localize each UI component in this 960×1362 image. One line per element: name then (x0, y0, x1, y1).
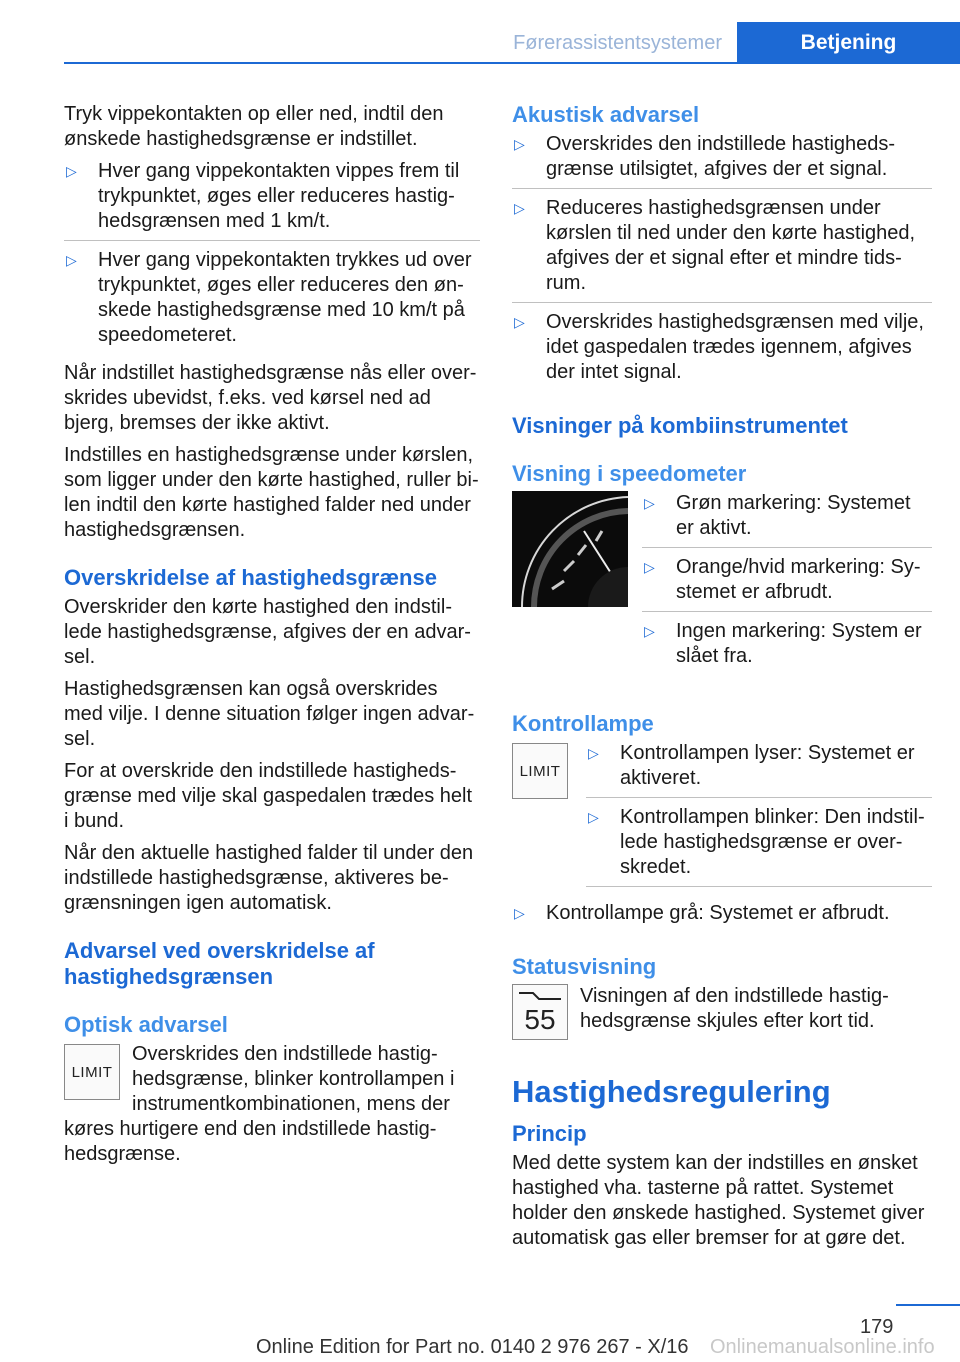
triangle-bullet-icon: ▷ (514, 200, 525, 216)
edition-text: Online Edition for Part no. 0140 2 976 267 - X/16 (256, 1336, 689, 1358)
status-text: Visningen af den indstillede hastighedsgrænse skjules efter kort tid. (580, 985, 889, 1032)
triangle-bullet-icon: ▷ (588, 745, 599, 761)
triangle-bullet-icon: ▷ (588, 809, 599, 825)
paragraph: Når indstillet hastighedsgrænse nås eller overskrides ubevidst, f.eks. ved kørsel ned ad bjerg, bremses der ikke aktivt. (64, 362, 477, 434)
list-item: ▷ Kontrollampen lyser: Systemet er aktiveret. (586, 741, 932, 798)
optisk-text: Overskrides den indstillede hastighedsgrænse, blinker kontrollampen i instrumentkombinationen, mens der køres hurtigere end den indstillede hastighedsgrænse. (64, 1043, 455, 1165)
heading-kontrollampe: Kontrollampe (512, 711, 654, 736)
list-item: ▷ Reduceres hastighedsgrænsen under kørslen til ned under den kørte hastighed, afgives der et signal efter et mindre tidsrum. (512, 196, 932, 303)
speedometer-block (512, 491, 932, 689)
kontrollampe-block (512, 741, 932, 901)
triangle-bullet-icon: ▷ (644, 495, 655, 511)
speedometer-image (512, 491, 628, 614)
list-item: ▷ Orange/hvid markering: Systemet er afbrudt. (642, 555, 932, 612)
status-speed-icon (512, 984, 568, 1040)
triangle-bullet-icon: ▷ (66, 252, 77, 268)
heading-status: Statusvisning (512, 954, 657, 979)
paragraph: For at overskride den indstillede hastighedsgrænse med vilje skal gaspedalen trædes helt i bund. (64, 760, 472, 832)
triangle-bullet-icon: ▷ (644, 559, 655, 575)
paragraph: Indstilles en hastighedsgrænse under kørslen, som ligger under den kørte hastighed, ruller bilen indtil den kørte hastighed falder ned under hastighedsgrænsen. (64, 444, 479, 541)
paragraph: Når den aktuelle hastighed falder til under den indstillede hastighedsgrænse, aktiveres begrænsningen igen automatisk. (64, 842, 474, 914)
heading-regulering: Hastighedsregulering (512, 1074, 831, 1109)
heading-akustisk: Akustisk advarsel (512, 102, 700, 127)
heading-princip: Princip (512, 1121, 587, 1146)
watermark-text: Onlinemanualsonline.info (710, 1336, 935, 1358)
triangle-bullet-icon: ▷ (66, 163, 77, 179)
heading-optisk: Optisk advarsel (64, 1012, 228, 1037)
princip-text: Med dette system kan der indstilles en ønsket hastighed vha. tasterne på rattet. Systemet holder den ønskede hastighed. Systemet giver automatisk gas eller bremser for at gøre det. (512, 1152, 925, 1249)
fig-wrap (512, 743, 568, 799)
limit-indicator-icon: LIMIT (64, 1044, 120, 1100)
list-item: ▷ Kontrollampe grå: Systemet er afbrudt. (514, 902, 890, 924)
kontrollampe-extra-list (512, 901, 932, 932)
status-speed-number: 55 (524, 1004, 556, 1035)
list-item: ▷ Hver gang vippekontakten trykkes ud over trykpunktet, øges eller reduceres den ønskede hastighedsgrænse med 10 km/t på speedometeret. (66, 249, 472, 346)
list-item: ▷ Grøn markering: Systemet er aktivt. (642, 491, 932, 548)
paragraph: Hastighedsgrænsen kan også overskrides med vilje. I denne situation følger ingen advarsel. (64, 678, 475, 750)
list-item: ▷ Overskrides den indstillede hastighedsgrænse utilsigtet, afgives der et signal. (512, 132, 932, 189)
heading-overskridelse: Overskridelse af hastighedsgrænse (64, 565, 437, 590)
optisk-block (64, 1042, 480, 1167)
paragraph: Overskrider den kørte hastighed den indstillede hastighedsgrænse, afgives der en advarsel. (64, 596, 471, 668)
header-section-title: Førerassistentsystemer (513, 32, 722, 54)
triangle-bullet-icon: ▷ (514, 136, 525, 152)
list-item: ▷ Hver gang vippekontakten vippes frem til trykpunktet, øges eller reduceres hastighedsgrænsen med 1 km/t. (64, 159, 480, 241)
limit-indicator-icon: LIMIT (512, 743, 568, 799)
list-item: ▷ Ingen markering: System er slået fra. (644, 620, 922, 667)
left-column (64, 102, 480, 1174)
triangle-bullet-icon: ▷ (514, 314, 525, 330)
kontrollampe-list (586, 741, 932, 894)
speedometer-list (642, 491, 932, 682)
page-number: 179 (860, 1316, 894, 1338)
step-list (64, 159, 480, 354)
heading-visninger: Visninger på kombiinstrumentet (512, 413, 848, 438)
list-item: ▷ Kontrollampen blinker: Den indstillede hastighedsgrænse er overskredet. (586, 805, 932, 887)
triangle-bullet-icon: ▷ (644, 623, 655, 639)
intro-paragraph: Tryk vippekontakten op eller ned, indtil den ønskede hastighedsgrænse er indstillet. (64, 103, 444, 150)
heading-advarsel: Advarsel ved overskridelse af hastighedsgrænsen (64, 938, 375, 989)
heading-speedometer: Visning i speedometer (512, 461, 747, 486)
right-column (512, 102, 932, 1258)
list-item: ▷ Overskrides hastighedsgrænsen med vilje, idet gaspedalen trædes igennem, afgives der intet signal. (514, 311, 924, 383)
triangle-bullet-icon: ▷ (514, 905, 525, 921)
akustisk-list (512, 132, 932, 391)
footer-rule (896, 1304, 960, 1306)
status-block (512, 984, 932, 1041)
header-chapter-tab: Betjening (737, 22, 960, 64)
